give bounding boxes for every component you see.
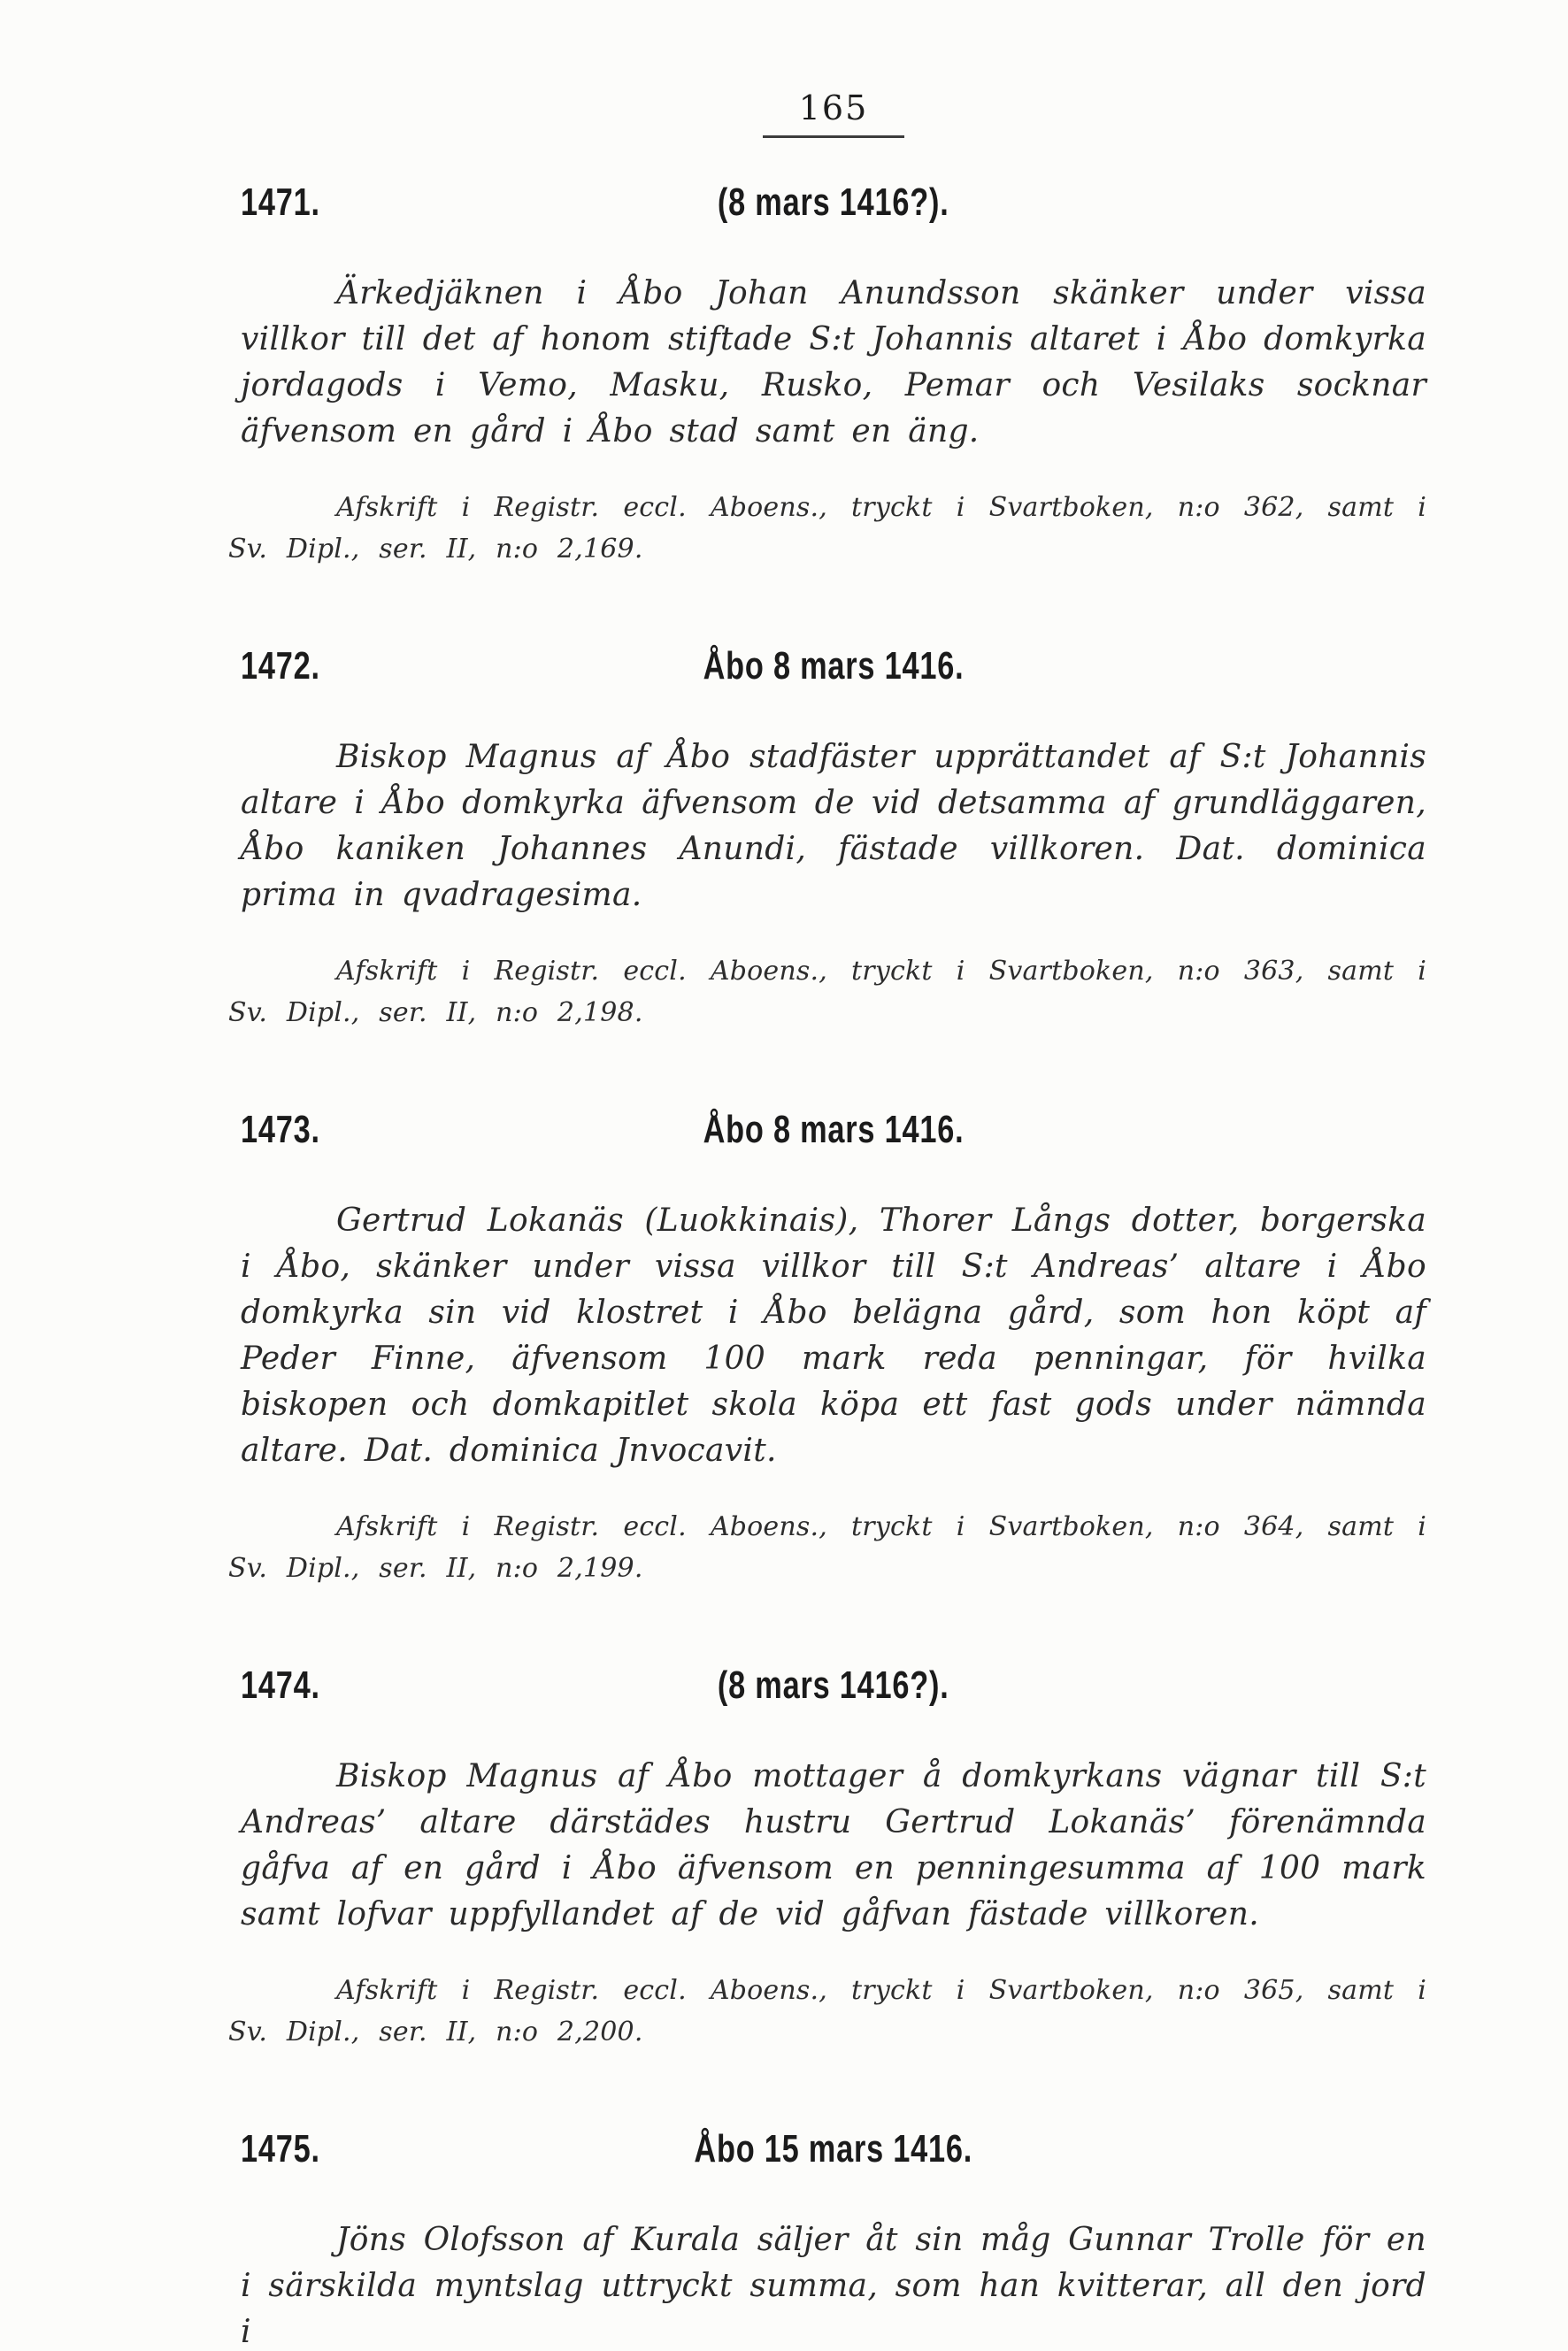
entry-number: 1474.: [241, 1663, 320, 1707]
page-header: [241, 0, 1426, 138]
entry-number: 1475.: [241, 2126, 320, 2170]
entry-date-heading: Åbo 8 mars 1416.: [703, 643, 965, 688]
page-number-rule: [763, 135, 904, 138]
entry-number: 1472.: [241, 643, 320, 688]
entry-date-heading: (8 mars 1416?).: [718, 1663, 949, 1707]
entry-source-citation: Afskrift i Registr. eccl. Aboens., tryckt i Svartboken, n:o 363, samt i Sv. Dipl., ser. II, n:o 2,198.: [228, 955, 1426, 1028]
text-column: [228, 0, 1426, 2351]
page-number: 165: [798, 88, 869, 127]
entry-date-heading: Åbo 8 mars 1416.: [703, 1107, 965, 1151]
entry-summary: Ärkedjäknen i Åbo Johan Anundsson skänker under vissa villkor till det af honom stiftade S:t Johannis altaret i Åbo domkyrka jordagods i Vemo, Masku, Rusko, Pemar och Vesilaks socknar äfvensom en gård i Åbo stad samt en äng.: [241, 274, 1426, 449]
entry-heading-row: [241, 2127, 1426, 2171]
entry-source-citation: Afskrift i Registr. eccl. Aboens., tryckt i Svartboken, n:o 364, samt i Sv. Dipl., ser. II, n:o 2,199.: [228, 1510, 1426, 1584]
entry-date-heading: Åbo 15 mars 1416.: [694, 2126, 973, 2170]
entry-summary: Jöns Olofsson af Kurala säljer åt sin måg Gunnar Trolle för en i särskilda myntslag uttryckt summa, som han kvitterar, all den jord i: [241, 2221, 1426, 2350]
entry-heading-row: [241, 1108, 1426, 1152]
entry-number: 1471.: [241, 180, 320, 224]
entry-date-heading: (8 mars 1416?).: [718, 180, 949, 224]
entry-heading-row: [241, 644, 1426, 688]
entry-summary: Biskop Magnus af Åbo mottager å domkyrkans vägnar till S:t Andreas’ altare därstädes hustru Gertrud Lokanäs’ förenämnda gåfva af en gård i Åbo äfvensom en penningesumma af 100 mark samt lofvar uppfyllandet af de vid gåfvan fästade villkoren.: [241, 1757, 1426, 1932]
document-entry-1472: [228, 643, 1426, 1033]
entry-source-citation: Afskrift i Registr. eccl. Aboens., tryckt i Svartboken, n:o 365, samt i Sv. Dipl., ser. II, n:o 2,200.: [228, 1974, 1426, 2048]
entry-source-citation: Afskrift i Registr. eccl. Aboens., tryckt i Svartboken, n:o 362, samt i Sv. Dipl., ser. II, n:o 2,169.: [228, 491, 1426, 565]
document-entry-1474: [228, 1663, 1426, 2053]
entry-summary: Biskop Magnus af Åbo stadfäster upprättandet af S:t Johannis altare i Åbo domkyrka äfvensom de vid detsamma af grundläggaren, Åbo kaniken Johannes Anundi, fästade villkoren. Dat. dominica prima in qvadragesima.: [241, 738, 1426, 913]
document-entry-1473: [228, 1107, 1426, 1589]
document-entry-1471: [228, 180, 1426, 570]
entry-summary: Gertrud Lokanäs (Luokkinais), Thorer Långs dotter, borgerska i Åbo, skänker under vissa villkor till S:t Andreas’ altare i Åbo domkyrka sin vid klostret i Åbo belägna gård, som hon köpt af Peder Finne, äfvensom 100 mark reda penningar, för hvilka biskopen och domkapitlet skola köpa ett fast gods under nämnda altare. Dat. dominica Jnvocavit.: [241, 1202, 1426, 1469]
document-entry-1475: [241, 2127, 1426, 2351]
entry-number: 1473.: [241, 1107, 320, 1151]
entry-heading-row: [241, 181, 1426, 225]
entry-heading-row: [241, 1663, 1426, 1708]
